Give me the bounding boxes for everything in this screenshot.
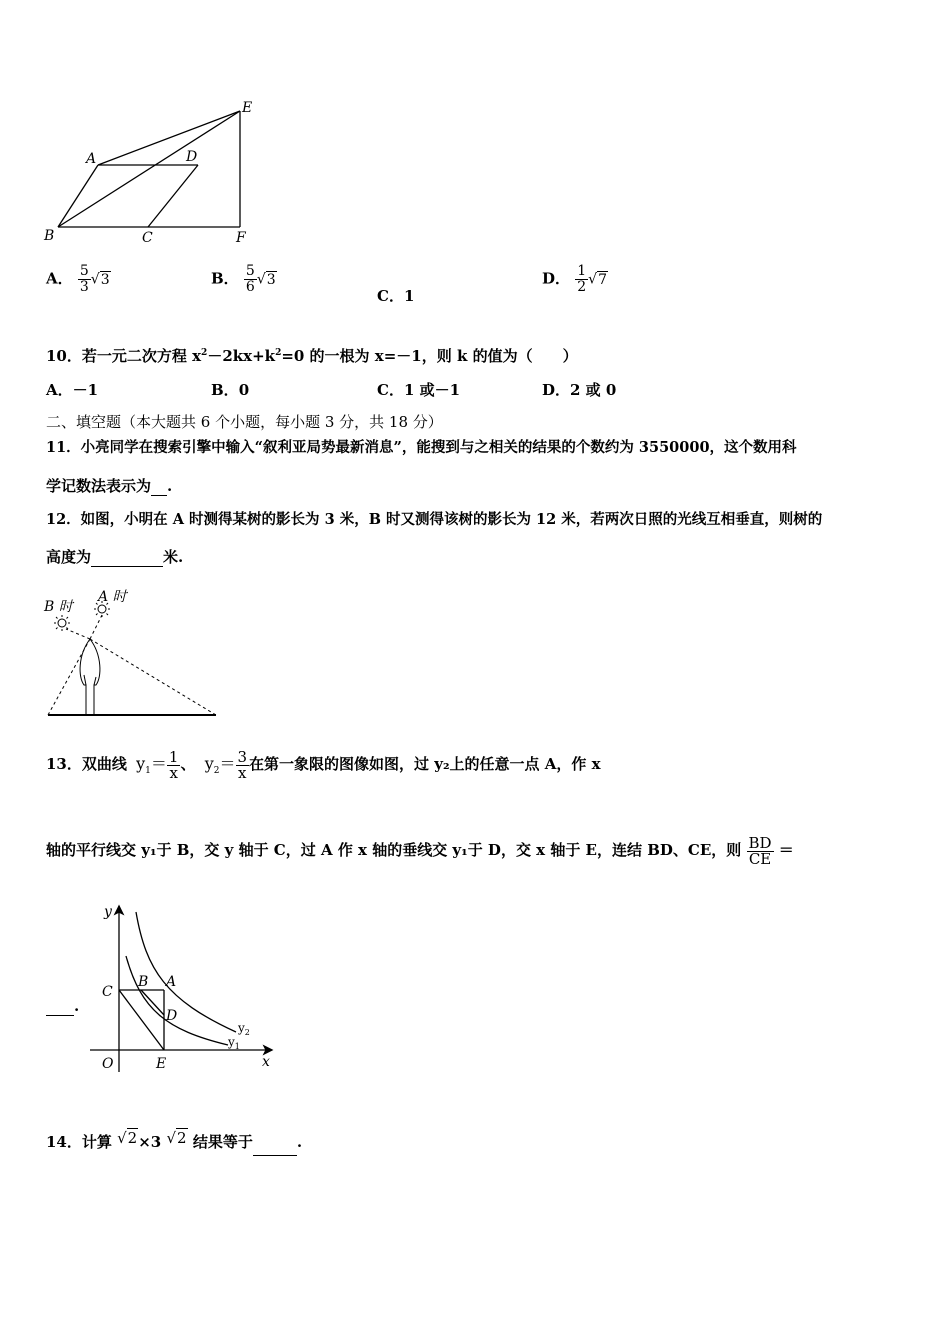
- q9-option-a: A． $\frac{5}{3}$ √3: [46, 263, 110, 295]
- answer-blank-11[interactable]: [151, 479, 167, 496]
- question-14: 14．计算 √2×3 √2 结果等于 .: [46, 1124, 302, 1156]
- answer-blank-13[interactable]: [46, 999, 74, 1016]
- q10-option-c: C．1 或－1: [377, 381, 461, 399]
- axis-label-x: x: [262, 1054, 270, 1070]
- q9-option-c: C．1: [377, 287, 415, 305]
- question-13-line1: 13．双曲线 $y_1=$ $\frac{1}{x}$ 、 $y_2=$ $\frac{3}{x}$ 在第一象限的图像如图，过 y₂上的任意一点 A，作 x: [46, 747, 601, 782]
- label-E: E: [242, 100, 253, 116]
- answer-blank-14[interactable]: [253, 1139, 297, 1156]
- label-E: E: [156, 1056, 167, 1072]
- question-11-line2: 学记数法表示为 .: [46, 477, 173, 495]
- axis-label-y: y: [104, 904, 112, 920]
- question-10: 10．若一元二次方程 $x^2-2kx+k^2=0$ 的一根为 x=－1，则 k 的值为（ ）: [46, 347, 578, 365]
- hyperbola-figure-q13: [86, 900, 286, 1080]
- label-B: B: [138, 974, 149, 990]
- question-13-answer: .: [46, 996, 79, 1016]
- label-F: F: [236, 230, 246, 246]
- question-11-line1: 11．小亮同学在搜索引擎中输入“叙利亚局势最新消息”，能搜到与之相关的结果的个数约为 3550000，这个数用科: [46, 439, 797, 456]
- label-C: C: [142, 230, 153, 246]
- label-B: B: [44, 228, 55, 244]
- q10-option-a: A．－1: [46, 381, 99, 399]
- q9-option-d: D． $\frac{1}{2}$ √7: [542, 263, 608, 295]
- label-b-time: B 时: [44, 599, 73, 615]
- label-a-time: A 时: [98, 589, 127, 605]
- q10-option-d: D．2 或 0: [542, 381, 617, 399]
- label-D: D: [186, 149, 198, 165]
- label-O: O: [102, 1056, 114, 1072]
- sun-icon-b: [54, 615, 70, 631]
- label-A: A: [166, 974, 177, 990]
- question-12-line2: 高度为 米.: [46, 548, 184, 566]
- q10-option-b: B．0: [211, 381, 250, 399]
- answer-blank-12[interactable]: [91, 550, 163, 567]
- label-C: C: [102, 984, 113, 1000]
- label-A: A: [86, 151, 97, 167]
- question-12-line1: 12．如图，小明在 A 时测得某树的影长为 3 米，B 时又测得该树的影长为 12 米，若两次日照的光线互相垂直，则树的: [46, 511, 823, 528]
- section-heading-fill-in: 二、填空题（本大题共 6 个小题，每小题 3 分，共 18 分）: [46, 413, 443, 431]
- curve-label-y2: $y_2$: [238, 1021, 250, 1037]
- geometry-figure-q9: [40, 95, 270, 255]
- label-D: D: [166, 1008, 178, 1024]
- tree-shadow-figure-q12: [38, 585, 228, 725]
- question-13-line2: 轴的平行线交 y₁于 B，交 y 轴于 C，过 A 作 x 轴的垂线交 y₁于 D，交 x 轴于 E，连结 BD、CE，则 $\frac{BD}{CE}$ ＝: [46, 833, 794, 868]
- q9-option-b: B． $\frac{5}{6}$ √3: [211, 263, 276, 295]
- curve-label-y1: $y_1$: [228, 1035, 240, 1051]
- tree-icon: [80, 639, 100, 715]
